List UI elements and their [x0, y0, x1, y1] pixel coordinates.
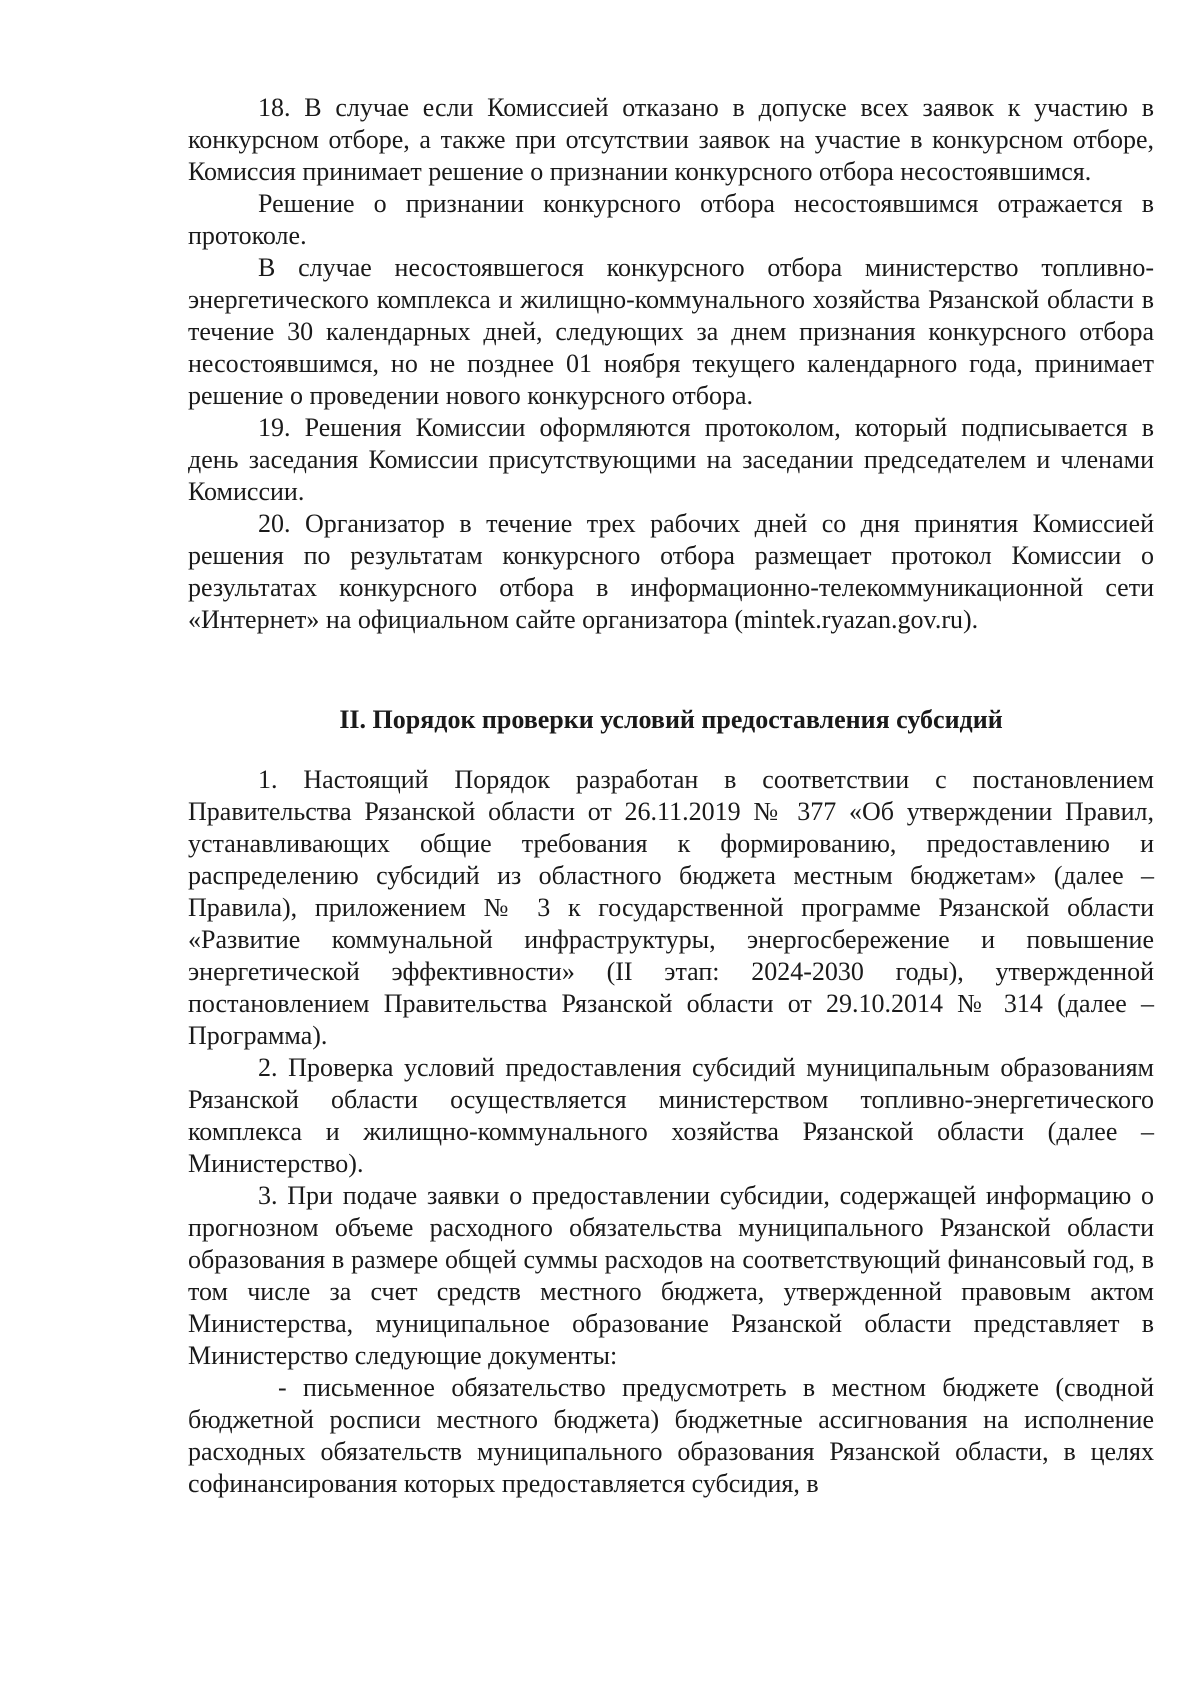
- paragraph-3: 3. При подаче заявки о предоставлении субсидии, содержащей информацию о прогнозном объеме расходного обязательства муниципального Рязанской области образования в размере общей суммы расходов на соответствующий финансовый год, в том числе за счет средств местного бюджета, утвержденной правовым актом Министерства, муниципальное образование Рязанской области представляет в Министерство следующие документы:: [188, 1181, 1154, 1370]
- paragraph-decision-recorded: Решение о признании конкурсного отбора несостоявшимся отражается в протоколе.: [188, 189, 1154, 250]
- paragraph-20: 20. Организатор в течение трех рабочих дней со дня принятия Комиссией решения по результатам конкурсного отбора размещает протокол Комиссии о результатах конкурсного отбора в информационно-телекоммуникационной сети «Интернет» на официальном сайте организатора (mintek.ryazan.gov.ru).: [188, 509, 1154, 634]
- section-heading: II. Порядок проверки условий предоставления субсидий: [339, 705, 1003, 734]
- paragraph-19: 19. Решения Комиссии оформляются протоколом, который подписывается в день заседания Комиссии присутствующими на заседании председателем и членами Комиссии.: [188, 413, 1154, 506]
- paragraph-failed-selection: В случае несостоявшегося конкурсного отбора министерство топливно-энергетического комплекса и жилищно-коммунального хозяйства Рязанской области в течение 30 календарных дней, следующих за днем признания конкурсного отбора несостоявшимся, но не позднее 01 ноября текущего календарного года, принимает решение о проведении нового конкурсного отбора.: [188, 253, 1154, 410]
- paragraph-2: 2. Проверка условий предоставления субсидий муниципальным образованиям Рязанской области осуществляется министерством топливно-энергетического комплекса и жилищно-коммунального хозяйства Рязанской области (далее – Министерство).: [188, 1053, 1154, 1178]
- document-page: [188, 92, 1154, 1500]
- paragraph-written-obligation: - письменное обязательство предусмотреть в местном бюджете (сводной бюджетной росписи местного бюджета) бюджетные ассигнования на исполнение расходных обязательств муниципального образования Рязанской области, в целях софинансирования которых предоставляется субсидия, в: [188, 1373, 1154, 1498]
- paragraph-1: 1. Настоящий Порядок разработан в соответствии с постановлением Правительства Рязанской области от 26.11.2019 № 377 «Об утверждении Правил, устанавливающих общие требования к формированию, предоставлению и распределению субсидий из областного бюджета местным бюджетам» (далее – Правила), приложением № 3 к государственной программе Рязанской области «Развитие коммунальной инфраструктуры, энергосбережение и повышение энергетической эффективности» (II этап: 2024-2030 годы), утвержденной постановлением Правительства Рязанской области от 29.10.2014 № 314 (далее – Программа).: [188, 765, 1154, 1050]
- paragraph-18: 18. В случае если Комиссией отказано в допуске всех заявок к участию в конкурсном отборе, а также при отсутствии заявок на участие в конкурсном отборе, Комиссия принимает решение о признании конкурсного отбора несостоявшимся.: [188, 93, 1154, 186]
